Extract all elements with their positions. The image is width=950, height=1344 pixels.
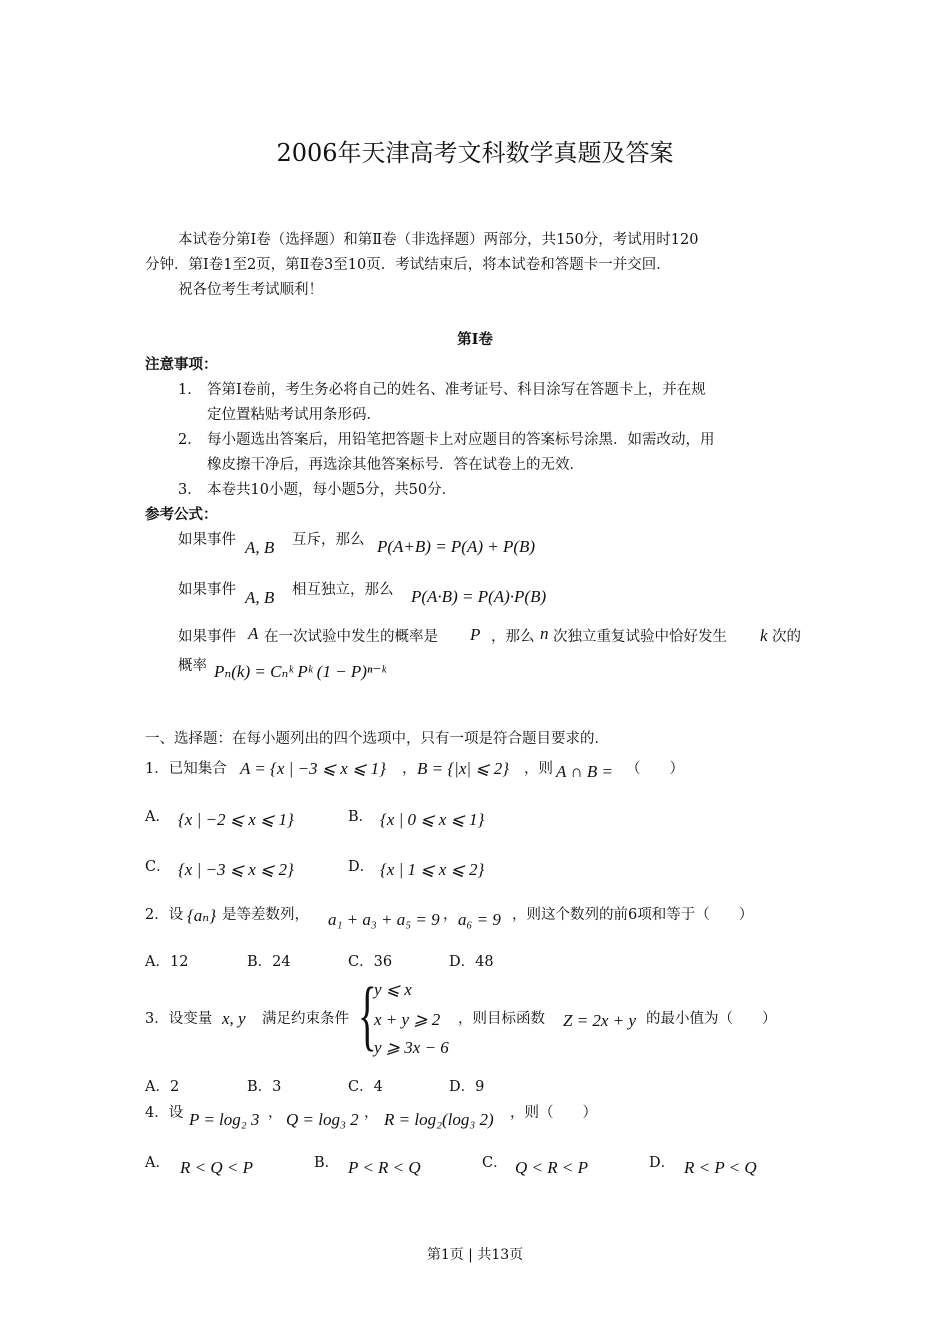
formula-3-text-4: 次独立重复试验中恰好发生 (553, 629, 727, 645)
q2-option-c[interactable]: C．36 (348, 954, 393, 970)
intro-line-2: 分钟．第Ⅰ卷1至2页，第Ⅱ卷3至10页．考试结束后，将本试卷和答题卡一并交回． (145, 257, 671, 273)
q1-option-a[interactable]: {x | −2 ⩽ x ⩽ 1} (178, 810, 294, 829)
formula-3-text-6: 概率 (178, 658, 207, 674)
formula-1-equation: P(A+B) = P(A) + P(B) (377, 537, 536, 556)
q1-set-B: B = {|x| ⩽ 2} (417, 759, 510, 778)
q4-option-d-label[interactable]: D． (649, 1155, 676, 1171)
formula-3-text-3: ，那么 (491, 629, 535, 645)
q3-objective: Z = 2x + y (563, 1011, 636, 1030)
notes-heading: 注意事项： (145, 356, 218, 373)
formula-1-text: 如果事件 (178, 532, 236, 548)
q4-stem: 4．设 (145, 1105, 184, 1121)
formula-3-text-2: 在一次试验中发生的概率是 (264, 629, 438, 645)
q1-option-d[interactable]: {x | 1 ⩽ x ⩽ 2} (380, 860, 485, 879)
q2-sep: ， (443, 907, 458, 923)
q4-equation-P: P = log₂ 3 (189, 1110, 260, 1129)
note-1-num: 1． (178, 382, 202, 398)
formula-2-text: 如果事件 (178, 582, 236, 598)
intro-line-3: 祝各位考生考试顺利！ (178, 282, 323, 298)
formula-3-P: P (470, 625, 481, 644)
q1-option-c-label[interactable]: C． (145, 859, 171, 875)
q4-equation-Q: Q = log₃ 2 (286, 1110, 359, 1129)
formula-3-text-5: 次的 (772, 629, 801, 645)
formula-3-k: k (760, 626, 768, 645)
q1-sep: ， (402, 761, 417, 777)
intro-line-1: 本试卷分第Ⅰ卷（选择题）和第Ⅱ卷（非选择题）两部分，共150分，考试用时120 (178, 232, 699, 248)
q2-text-2: ，则这个数列的前6项和等于（ ） (512, 907, 754, 923)
q3-option-c[interactable]: C．4 (348, 1079, 383, 1095)
q3-text-3: 的最小值为（ ） (646, 1011, 777, 1027)
q1-option-b-label[interactable]: B． (348, 809, 374, 825)
formula-2-equation: P(A·B) = P(A)·P(B) (411, 587, 547, 606)
q3-vars: x, y (222, 1009, 246, 1028)
page-title: 2006年天津高考文科数学真题及答案 (276, 139, 674, 167)
q1-set-A: A = {x | −3 ⩽ x ⩽ 1} (240, 759, 386, 778)
formula-1-vars: A, B (245, 538, 275, 557)
q3-constraint-brace: { (358, 971, 377, 1058)
q4-option-c-label[interactable]: C． (482, 1155, 508, 1171)
q1-intersection: A ∩ B = (556, 762, 613, 781)
formula-3-equation: Pₙ(k) = Cₙᵏ Pᵏ (1 − P)ⁿ⁻ᵏ (214, 662, 387, 681)
note-1-line-1: 答第Ⅰ卷前，考生务必将自己的姓名、准考证号、科目涂写在答题卡上，并在规 (207, 382, 706, 398)
note-2-line-1: 每小题选出答案后，用铅笔把答题卡上对应题目的答案标号涂黑．如需改动，用 (207, 432, 715, 448)
q1-option-c[interactable]: {x | −3 ⩽ x ⩽ 2} (178, 860, 294, 879)
note-3-num: 3． (178, 482, 202, 498)
q3-constraint-1: y ⩽ x (374, 980, 412, 999)
q3-constraint-2: x + y ⩾ 2 (374, 1010, 441, 1029)
q3-stem: 3．设变量 (145, 1011, 213, 1027)
q3-option-b[interactable]: B．3 (247, 1079, 282, 1095)
q3-text-2: ，则目标函数 (458, 1011, 545, 1027)
q1-tail: ，则 (524, 761, 553, 777)
q2-sequence: {aₙ} (187, 906, 216, 925)
q4-option-d[interactable]: R < P < Q (684, 1158, 757, 1177)
note-1-line-2: 定位置粘贴考试用条形码． (207, 407, 381, 423)
formula-2-vars: A, B (245, 588, 275, 607)
q2-equation-2: a₆ = 9 (458, 910, 501, 929)
q3-constraint-3: y ⩾ 3x − 6 (374, 1038, 449, 1057)
q1-option-b[interactable]: {x | 0 ⩽ x ⩽ 1} (380, 810, 485, 829)
formula-3-A: A (248, 624, 259, 643)
q4-equation-R: R = log₂(log₃ 2) (384, 1110, 494, 1129)
section-1-heading: 一、选择题：在每小题列出的四个选项中，只有一项是符合题目要求的． (145, 731, 609, 747)
formula-3-text: 如果事件 (178, 629, 236, 645)
part1-heading: 第Ⅰ卷 (457, 331, 493, 348)
q4-option-b-label[interactable]: B． (314, 1155, 340, 1171)
q3-option-d[interactable]: D．9 (449, 1079, 485, 1095)
q2-stem: 2．设 (145, 907, 184, 923)
q4-option-b[interactable]: P < R < Q (348, 1158, 421, 1177)
q4-option-c[interactable]: Q < R < P (515, 1158, 588, 1177)
q1-option-a-label[interactable]: A． (145, 809, 170, 825)
q2-equation-1: a₁ + a₃ + a₅ = 9 (328, 910, 440, 929)
formulas-heading: 参考公式： (145, 506, 218, 523)
q3-text-1: 满足约束条件 (262, 1011, 349, 1027)
q3-option-a[interactable]: A．2 (145, 1079, 180, 1095)
q4-tail: ，则（ ） (510, 1105, 597, 1121)
formula-2-text-2: 相互独立，那么 (292, 582, 394, 598)
q1-stem: 1．已知集合 (145, 761, 227, 777)
note-2-num: 2． (178, 432, 202, 448)
note-3-line-1: 本卷共10小题，每小题5分，共50分． (207, 482, 457, 498)
q1-answer-paren: （ ） (626, 761, 684, 777)
q2-option-b[interactable]: B．24 (247, 954, 291, 970)
formula-3-n: n (540, 624, 549, 643)
q4-option-a[interactable]: R < Q < P (180, 1158, 253, 1177)
q2-text-1: 是等差数列， (222, 907, 309, 923)
formula-1-text-2: 互斥，那么 (292, 532, 365, 548)
q2-option-d[interactable]: D．48 (449, 954, 494, 970)
note-2-line-2: 橡皮擦干净后，再选涂其他答案标号．答在试卷上的无效． (207, 457, 584, 473)
q1-option-d-label[interactable]: D． (348, 859, 375, 875)
q2-option-a[interactable]: A．12 (145, 954, 189, 970)
q4-option-a-label[interactable]: A． (145, 1155, 170, 1171)
q4-sep-1: ， (268, 1105, 283, 1121)
page-footer: 第1页 | 共13页 (426, 1247, 524, 1263)
q4-sep-2: ， (364, 1105, 379, 1121)
